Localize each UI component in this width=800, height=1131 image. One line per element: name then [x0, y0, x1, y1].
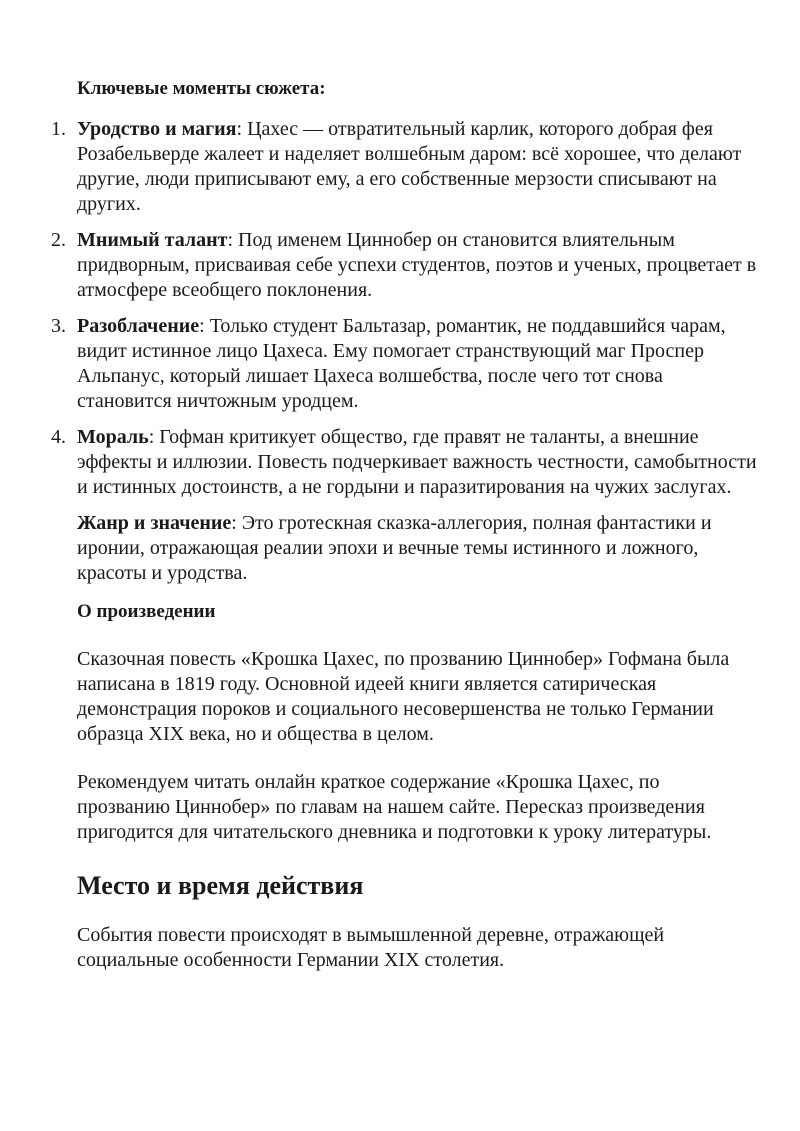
list-item-number: 3. — [51, 315, 66, 337]
list-item-number: 2. — [51, 229, 66, 251]
list-item-term: Уродство и магия — [77, 118, 237, 140]
plot-points-list — [51, 117, 757, 500]
about-heading: О произведении — [77, 601, 216, 622]
list-item — [51, 117, 757, 217]
about-paragraph-2: Рекомендуем читать онлайн краткое содержание «Крошка Цахес, по прозванию Циннобер» по главам на нашем сайте. Пересказ произведения пригодится для читательского дневника и подготовки к уроку литературы. — [77, 771, 712, 843]
genre-text: : Это гротескная сказка-аллегория, полная фантастики и иронии, отражающая реалии эпохи и вечные темы истинного и ложного, красоты и уродства. — [77, 512, 712, 584]
list-item-text: : Под именем Циннобер он становится влиятельным придворным, присваивая себе успехи студентов, поэтов и ученых, процветает в атмосфере всеобщего поклонения. — [77, 229, 757, 301]
genre-paragraph — [77, 511, 757, 586]
list-item-number: 4. — [51, 426, 66, 448]
about-paragraph-1: Сказочная повесть «Крошка Цахес, по прозванию Циннобер» Гофмана была написана в 1819 году. Основной идеей книги является сатирическая демонстрация пороков и социального несовершенства не только Германии образца XIX века, но и общества в целом. — [77, 648, 730, 745]
list-item-term: Мнимый талант — [77, 229, 228, 251]
list-item — [51, 228, 757, 303]
place-paragraph: События повести происходят в вымышленной деревне, отражающей социальные особенности Германии XIX столетия. — [77, 924, 665, 971]
document-content — [51, 76, 757, 973]
list-item-text: : Гофман критикует общество, где правят не таланты, а внешние эффекты и иллюзии. Повесть подчеркивает важность честности, самобытности и истинных достоинств, а не гордыни и паразитирования на чужих заслугах. — [77, 426, 757, 498]
genre-term: Жанр и значение — [77, 512, 232, 534]
list-item-text: : Только студент Бальтазар, романтик, не поддавшийся чарам, видит истинное лицо Цахеса. Ему помогает странствующий маг Проспер Альпанус, который лишает Цахеса волшебства, после чего тот снова становится ничтожным уродцем. — [77, 315, 726, 412]
list-item-number: 1. — [51, 118, 66, 140]
place-heading: Место и время действия — [77, 871, 364, 900]
list-item-text: : Цахес — отвратительный карлик, которого добрая фея Розабельверде жалеет и наделяет волшебным даром: всё хорошее, что делают другие, люди приписывают ему, а его собственные мерзости списывают на других. — [77, 118, 742, 215]
plot-heading: Ключевые моменты сюжета: — [77, 78, 326, 99]
list-item — [51, 314, 757, 414]
list-item-term: Мораль — [77, 426, 149, 448]
list-item — [51, 425, 757, 500]
list-item-term: Разоблачение — [77, 315, 200, 337]
